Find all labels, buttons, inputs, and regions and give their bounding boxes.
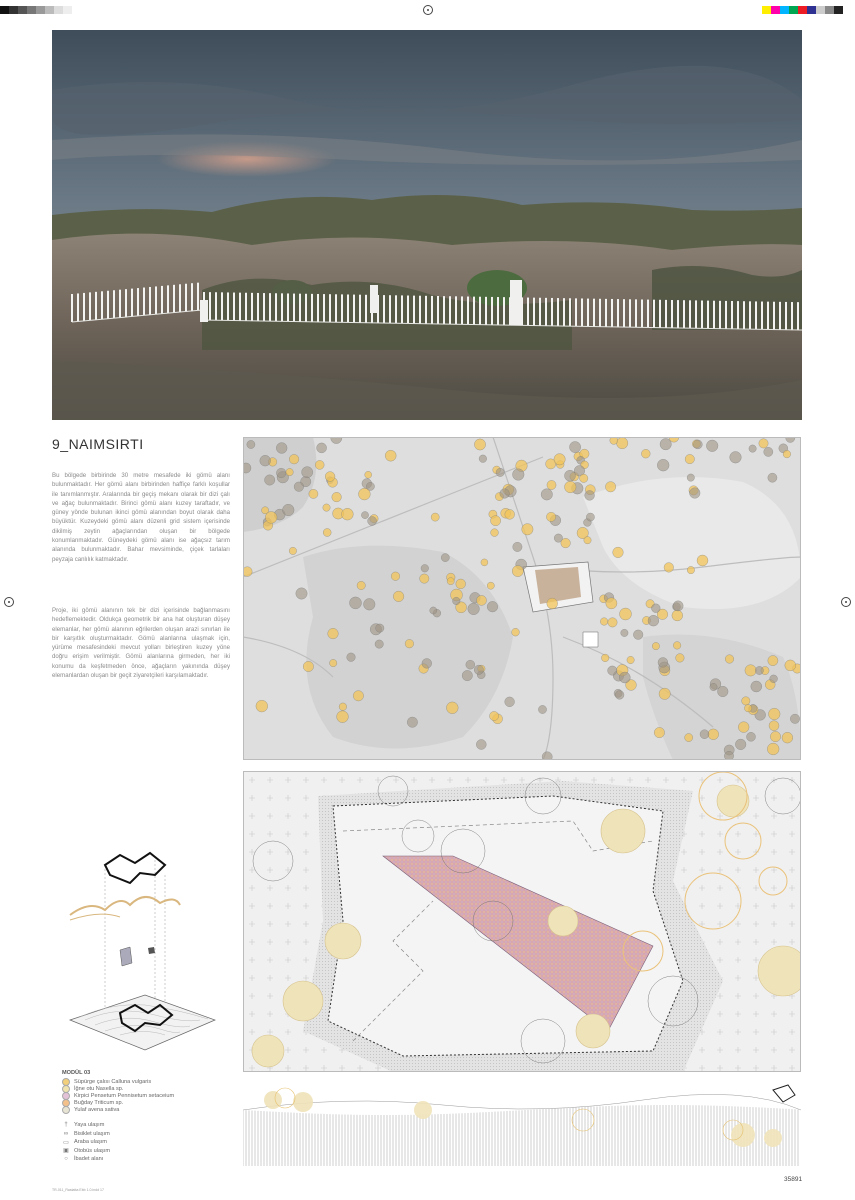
legend-item-pedestrian: † Yaya ulaşım (62, 1121, 237, 1130)
legend-item-plant-5: Yulaf avena sativa (62, 1106, 237, 1113)
grayscale-registration-bar (0, 6, 72, 14)
legend-item-car: ▭ Araba ulaşım (63, 1139, 107, 1146)
site-plan (243, 437, 801, 760)
page-number: 35891 (784, 1176, 803, 1183)
pedestrian-icon: † (64, 1122, 68, 1129)
description-paragraph-1: Bu bölgede birbirinde 30 metre mesafede iki gömü alanı bulunmaktadır. Her gömü alanı birbirinden haffiçe farklı koşullar ile tanımlanmıştır. Aralarında bir geçiş mekanı olarak bir dizi çalı ve ağaç bulunmaktadır. Birinci gömü alanı kuzey taraftadır, ve güney yönde bulunan ikinci gömü alanından boyut olarak daha büyüktür. Kuzeydeki gömü alanı düzenli grid sistem içerisinde dikilmiş zeytin ağaçlarından oluşan bir bölgede konumlanmaktadır. Güneydeki gömü alanı ise ağaçsız tarım alanında bulunmaktadır. Bahar mevsiminde, çiçek tarlaları peyzaja canlılık katmaktadır. (52, 472, 230, 563)
legend-item-plant-3: Kirpici Pensetum Pennisetum setaceium (62, 1092, 237, 1099)
worship-icon: ○ (64, 1156, 68, 1163)
legend-item-bus: ▣ Otobüs ulaşım (63, 1147, 111, 1155)
bus-icon: ▣ (63, 1148, 69, 1155)
project-title: 9_NAIMSIRTI (52, 436, 144, 452)
axonometric-module-diagram (60, 845, 230, 1060)
legend-swatch (62, 1106, 70, 1114)
registration-mark-top (423, 5, 433, 15)
hero-landscape-render (52, 30, 802, 420)
legend-item-worship: ○ İbadet alanı (62, 1155, 237, 1164)
legend-item-plant-1: Süpürge çalısı Calluna vulgaris (62, 1078, 237, 1085)
color-registration-bar (762, 6, 843, 14)
print-slug: TR-011_Rastatta Ebb 1.0.indd 17 (52, 1188, 104, 1192)
registration-mark-left (4, 597, 14, 607)
description-paragraph-2: Proje, iki gömü alanının tek bir dizi içerisinde bağlanmasını hedeflemektedir. Oldukça geometrik bir ana hat oluşturan düşey elemanlar, her gömü alanının eğrilerden oluşan arazi sınırları ile bir karşıtlık oluşturmaktadır. Gömü alanlarına ulaşmak için, yürüme mesafesindeki mevcut yolları birleştiren kuzey yöne doğru erişim verilmiştir. Gömü alanlarına girmeden, her iki konumu da keşfetmeden önce, ağaçların yakınında düşey elemanlardan oluşan bir geçit ziyaretçileri karşılamaktadır. (52, 607, 230, 680)
registration-mark-right (841, 597, 851, 607)
car-icon: ▭ (63, 1139, 69, 1146)
legend (62, 1070, 237, 1164)
legend-title: MODÜL 03 (62, 1070, 91, 1076)
burial-area-detail-plan (243, 771, 801, 1072)
bicycle-icon: ∞ (63, 1130, 69, 1137)
site-section-elevation (243, 1080, 801, 1168)
legend-item-plant-2: İğne otu Nasella sp. (62, 1085, 237, 1092)
legend-item-bicycle: ∞ Bisiklet ulaşım (63, 1130, 110, 1137)
legend-item-plant-4: Buğday Triticum sp. (62, 1099, 237, 1106)
